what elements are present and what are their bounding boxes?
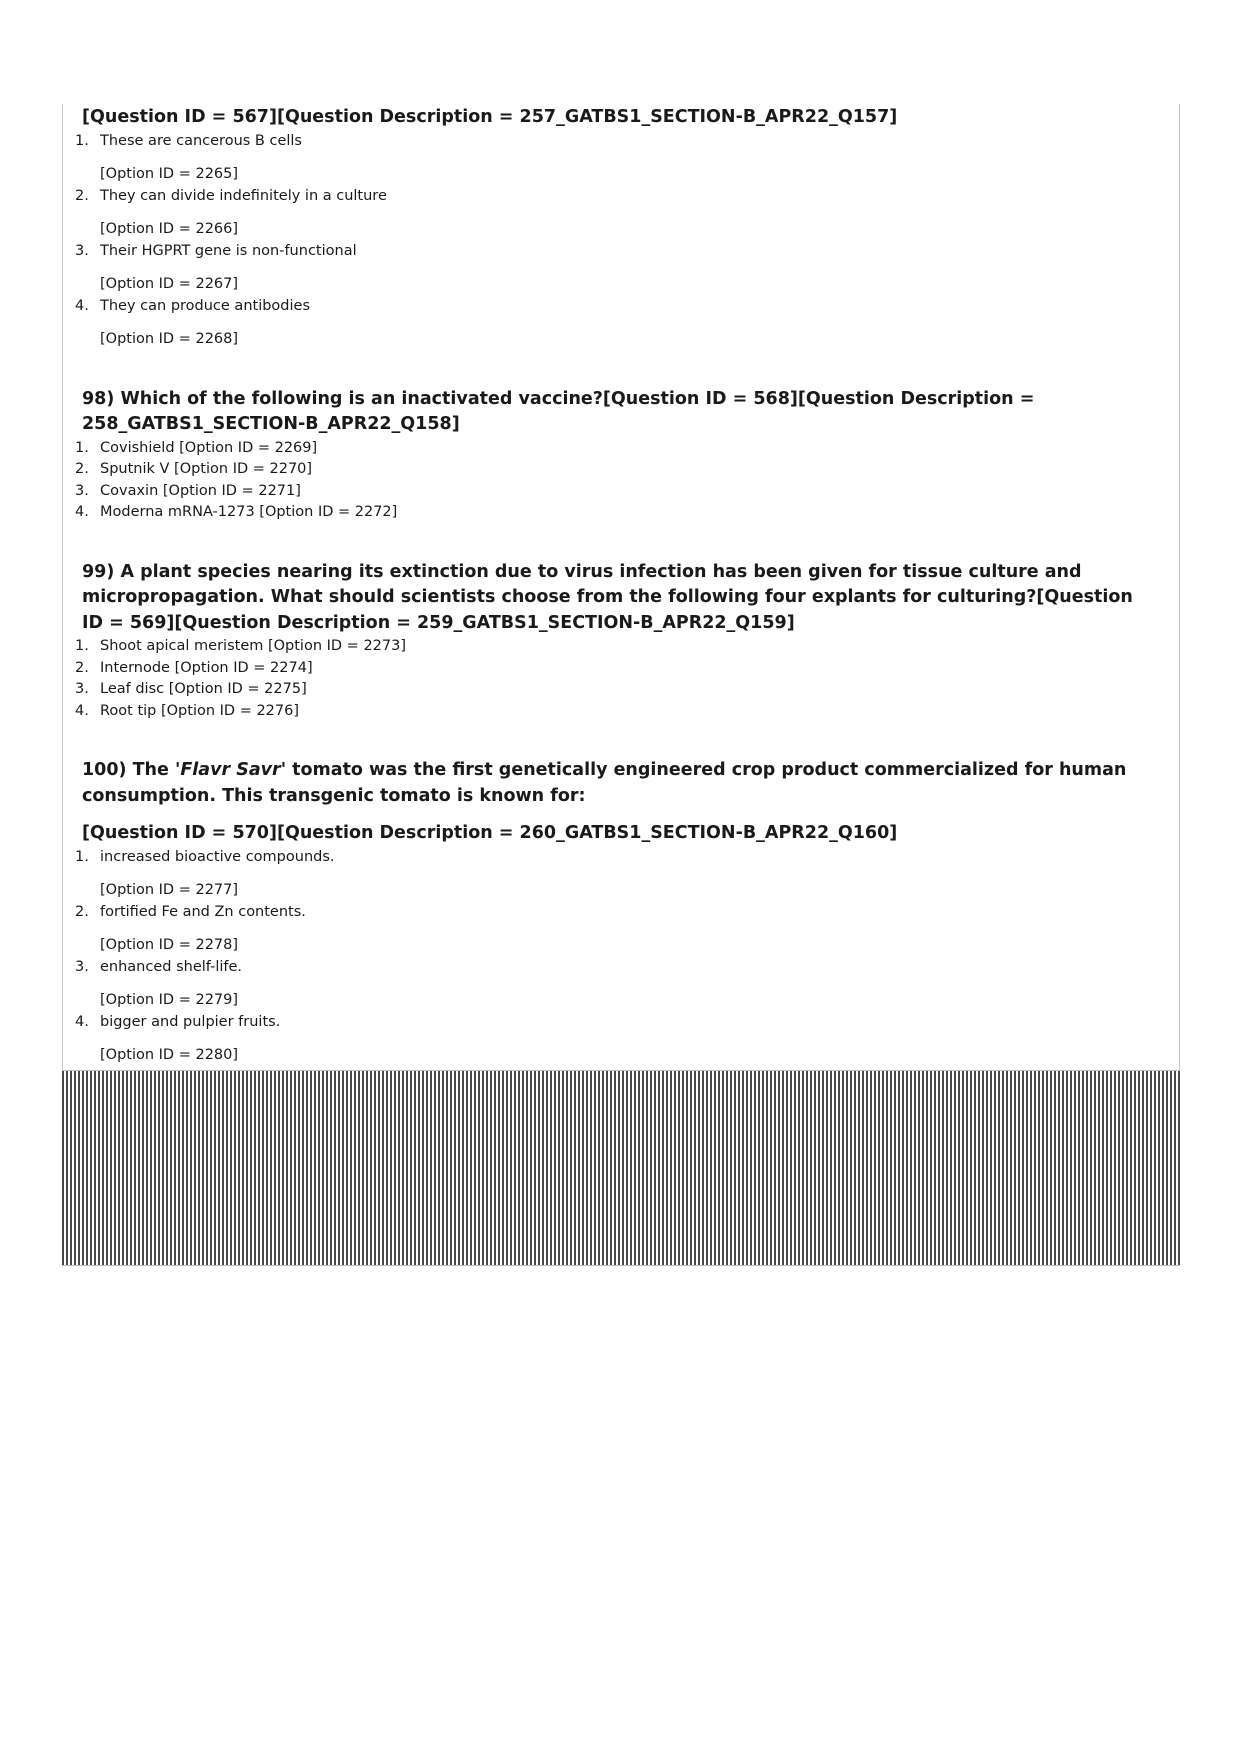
option-number: 2. xyxy=(75,903,89,920)
option-text: Sputnik V [Option ID = 2270] xyxy=(100,461,313,477)
option-text: These are cancerous B cells xyxy=(100,132,302,149)
option-text: Leaf disc [Option ID = 2275] xyxy=(100,681,307,697)
option-number: 2. xyxy=(75,187,89,204)
option-item xyxy=(75,701,1135,723)
option-text: fortified Fe and Zn contents. xyxy=(100,903,306,920)
option-item xyxy=(75,502,1135,524)
question-98-title: 98) Which of the following is an inactivated vaccine?[Question ID = 568][Question Description = 258_GATBS1_SECTION-B_APR22_Q158] xyxy=(82,388,1035,434)
option-id: [Option ID = 2266] xyxy=(100,221,239,237)
option-number: 4. xyxy=(75,702,89,719)
option-number: 4. xyxy=(75,297,89,314)
question-100-id-line: [Question ID = 570][Question Description = 260_GATBS1_SECTION-B_APR22_Q160] xyxy=(82,823,898,843)
option-item xyxy=(75,296,1135,351)
question-99-title: 99) A plant species nearing its extinction due to virus infection has been given for tissue culture and micropropagation. What should scientists choose from the following four explants for culturing?[Question ID = 569][Question Description = 259_GATBS1_SECTION-B_APR22_Q159] xyxy=(82,561,1133,633)
option-id: [Option ID = 2267] xyxy=(100,276,239,292)
option-text: Covishield [Option ID = 2269] xyxy=(100,439,318,456)
option-number: 2. xyxy=(75,659,89,676)
option-text: They can divide indefinitely in a culture xyxy=(100,187,387,204)
barcode-pattern xyxy=(62,1070,1180,1266)
option-number: 3. xyxy=(75,482,89,499)
option-id: [Option ID = 2277] xyxy=(100,882,239,898)
option-number: 1. xyxy=(75,132,89,149)
option-number: 1. xyxy=(75,638,89,654)
question-100-options xyxy=(75,847,1135,1067)
option-item xyxy=(75,679,1135,701)
option-text: increased bioactive compounds. xyxy=(100,848,335,865)
option-item xyxy=(75,847,1135,902)
option-id: [Option ID = 2278] xyxy=(100,937,239,953)
option-item xyxy=(75,241,1135,296)
option-text: Root tip [Option ID = 2276] xyxy=(100,702,300,719)
question-100-title xyxy=(82,758,1135,809)
question-99-options xyxy=(75,636,1135,722)
question-100-italic: Flavr Savr xyxy=(180,760,281,780)
option-text: bigger and pulpier fruits. xyxy=(100,1013,281,1030)
option-number: 2. xyxy=(75,461,89,477)
option-item xyxy=(75,658,1135,680)
question-100-suffix: ' tomato was the first genetically engineered crop product commercialized for human consumption. This transgenic tomato is known for: xyxy=(82,760,1127,806)
question-100-prefix: 100) The ' xyxy=(82,760,181,780)
option-id: [Option ID = 2268] xyxy=(100,331,239,347)
option-text: Covaxin [Option ID = 2271] xyxy=(100,482,301,499)
option-item xyxy=(75,186,1135,241)
option-item xyxy=(75,481,1135,503)
option-text: Their HGPRT gene is non-functional xyxy=(100,242,357,259)
question-content xyxy=(75,105,1135,1067)
option-text: Shoot apical meristem [Option ID = 2273] xyxy=(100,638,407,654)
question-97-options xyxy=(75,131,1135,351)
option-number: 4. xyxy=(75,504,89,520)
option-text: Internode [Option ID = 2274] xyxy=(100,659,313,676)
option-item xyxy=(75,131,1135,186)
option-number: 4. xyxy=(75,1013,89,1030)
option-text: enhanced shelf-life. xyxy=(100,958,243,975)
option-id: [Option ID = 2265] xyxy=(100,166,239,182)
question-98-options xyxy=(75,438,1135,524)
option-text: Moderna mRNA-1273 [Option ID = 2272] xyxy=(100,504,398,520)
option-number: 3. xyxy=(75,242,89,259)
option-number: 3. xyxy=(75,681,89,697)
option-item xyxy=(75,636,1135,658)
question-97-title: [Question ID = 567][Question Description = 257_GATBS1_SECTION-B_APR22_Q157] xyxy=(82,107,898,127)
option-number: 1. xyxy=(75,848,89,865)
option-text: They can produce antibodies xyxy=(100,297,311,314)
option-item xyxy=(75,459,1135,481)
option-id: [Option ID = 2280] xyxy=(100,1047,239,1063)
option-number: 1. xyxy=(75,439,89,456)
option-item xyxy=(75,957,1135,1012)
option-number: 3. xyxy=(75,958,89,975)
option-id: [Option ID = 2279] xyxy=(100,992,239,1008)
option-item xyxy=(75,1012,1135,1067)
option-item xyxy=(75,902,1135,957)
option-item xyxy=(75,438,1135,460)
